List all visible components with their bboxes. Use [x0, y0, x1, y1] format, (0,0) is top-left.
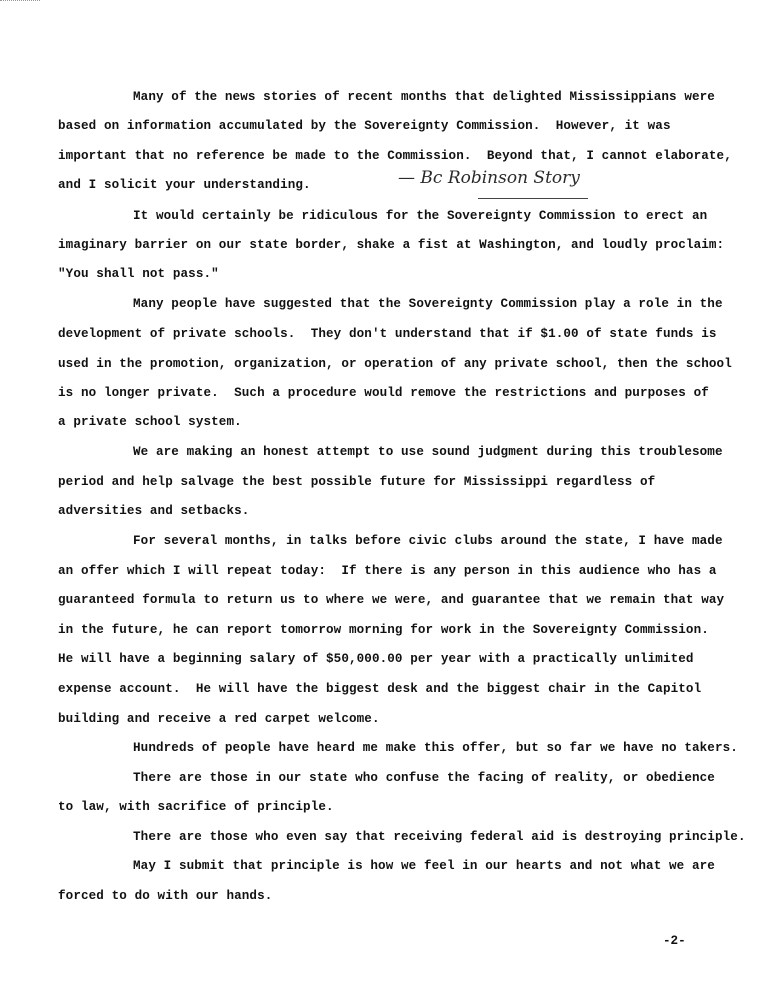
text-line: "You shall not pass."	[58, 267, 219, 281]
text-line: It would certainly be ridiculous for the Sovereignty Commission to erect an	[133, 209, 708, 223]
text-line: Many people have suggested that the Sovereignty Commission play a role in the	[133, 297, 723, 311]
text-line: For several months, in talks before civic clubs around the state, I have made	[133, 534, 723, 548]
text-line: an offer which I will repeat today: If there is any person in this audience who has a	[58, 564, 717, 578]
text-line: and I solicit your understanding.	[58, 178, 311, 192]
text-line: based on information accumulated by the Sovereignty Commission. However, it was	[58, 119, 671, 133]
text-line: forced to do with our hands.	[58, 889, 273, 903]
text-line: in the future, he can report tomorrow morning for work in the Sovereignty Commission.	[58, 623, 709, 637]
text-line: a private school system.	[58, 415, 242, 429]
text-line: to law, with sacrifice of principle.	[58, 800, 334, 814]
handwritten-underline	[478, 198, 588, 199]
text-line: used in the promotion, organization, or operation of any private school, then the school	[58, 357, 732, 371]
page-number: -2-	[663, 934, 686, 948]
scan-corner-mark	[0, 0, 40, 1]
text-line: Many of the news stories of recent months that delighted Mississippians were	[133, 90, 715, 104]
text-line: adversities and setbacks.	[58, 504, 250, 518]
text-line: is no longer private. Such a procedure would remove the restrictions and purposes of	[58, 386, 709, 400]
text-line: guaranteed formula to return us to where we were, and guarantee that we remain that way	[58, 593, 725, 607]
text-line: There are those who even say that receiving federal aid is destroying principle.	[133, 830, 746, 844]
text-line: He will have a beginning salary of $50,000.00 per year with a practically unlimited	[58, 652, 694, 666]
handwritten-note: — Bc Robinson Story	[398, 168, 580, 188]
text-line: imaginary barrier on our state border, shake a fist at Washington, and loudly proclaim:	[58, 238, 725, 252]
text-line: May I submit that principle is how we feel in our hearts and not what we are	[133, 859, 715, 873]
text-line: expense account. He will have the biggest desk and the biggest chair in the Capitol	[58, 682, 702, 696]
text-line: There are those in our state who confuse the facing of reality, or obedience	[133, 771, 715, 785]
text-line: development of private schools. They don't understand that if $1.00 of state funds is	[58, 327, 717, 341]
text-line: We are making an honest attempt to use sound judgment during this troublesome	[133, 445, 723, 459]
text-line: important that no reference be made to the Commission. Beyond that, I cannot elaborate,	[58, 149, 732, 163]
text-line: building and receive a red carpet welcome.	[58, 712, 380, 726]
text-line: Hundreds of people have heard me make this offer, but so far we have no takers.	[133, 741, 738, 755]
text-line: period and help salvage the best possible future for Mississippi regardless of	[58, 475, 656, 489]
